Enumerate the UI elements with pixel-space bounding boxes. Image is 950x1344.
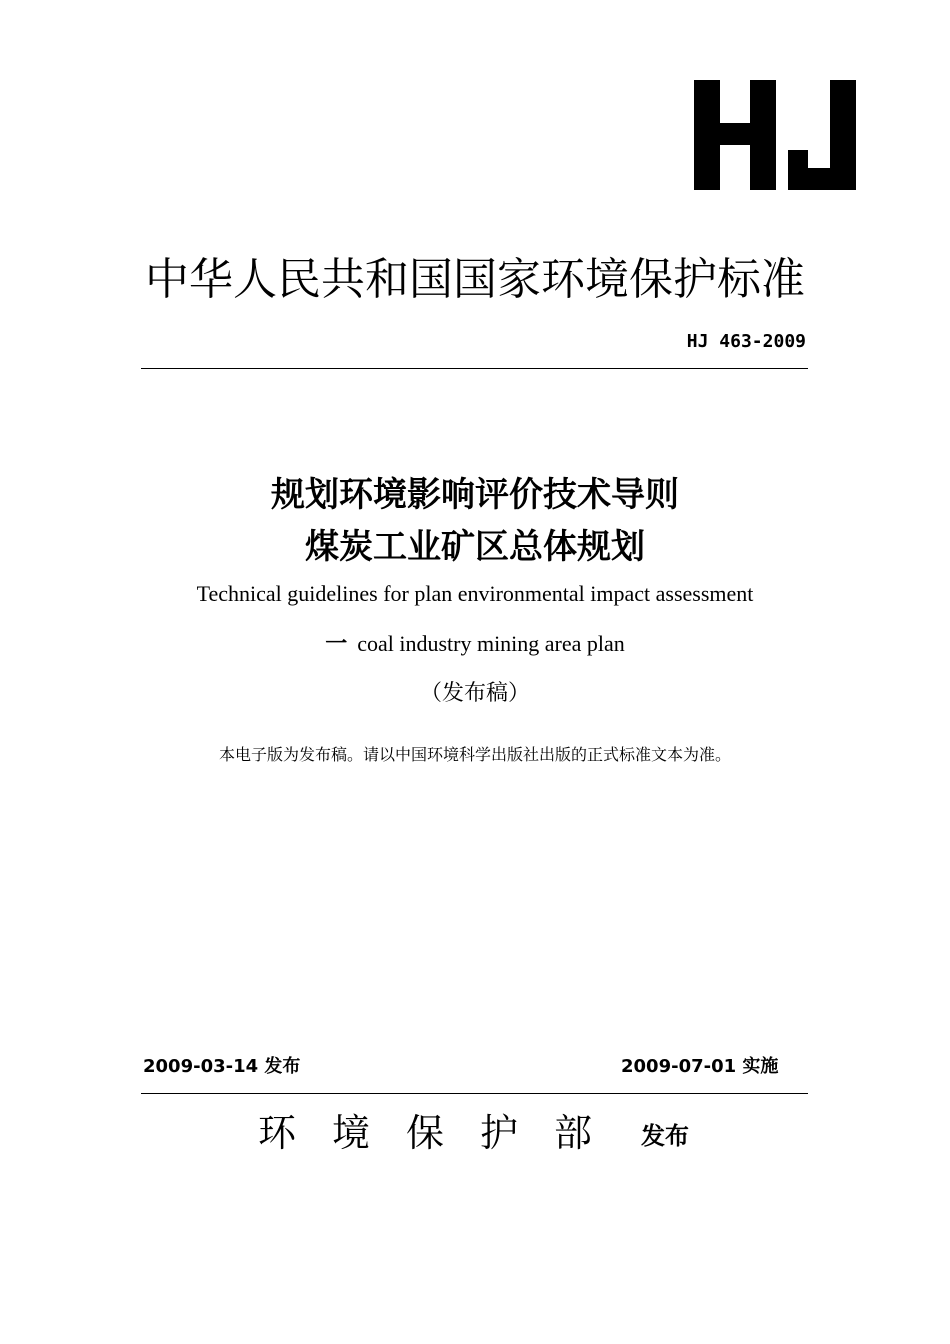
effective-date: 2009-07-01 实施	[621, 1056, 779, 1077]
issuer-name: 环境保护部	[258, 1111, 629, 1155]
draft-label: （发布稿）	[419, 681, 530, 706]
title-en-line1: Technical guidelines for plan environmental impact assessment	[196, 581, 754, 606]
title-en-line2-row	[0, 629, 950, 660]
standard-code: HJ 463-2009	[686, 331, 806, 352]
title-zh-line2: 煤炭工业矿区总体规划	[305, 527, 645, 567]
header-divider	[141, 368, 808, 369]
issuer-suffix: 发布	[641, 1122, 689, 1150]
title-en-line2: coal industry mining area plan	[357, 631, 625, 656]
hj-logo	[690, 80, 860, 190]
edition-note: 本电子版为发布稿。请以中国环境科学出版社出版的正式标准文本为准。	[218, 745, 731, 764]
issue-date: 2009-03-14 发布	[143, 1056, 301, 1077]
standard-type-text: 中华人民共和国国家环境保护标准	[145, 254, 805, 305]
footer-divider	[141, 1093, 808, 1094]
title-en-dash: 一	[325, 632, 348, 657]
hj-logo-graphic	[690, 80, 860, 190]
standard-type-heading	[0, 250, 950, 310]
title-zh-line1: 规划环境影响评价技术导则	[271, 475, 679, 515]
